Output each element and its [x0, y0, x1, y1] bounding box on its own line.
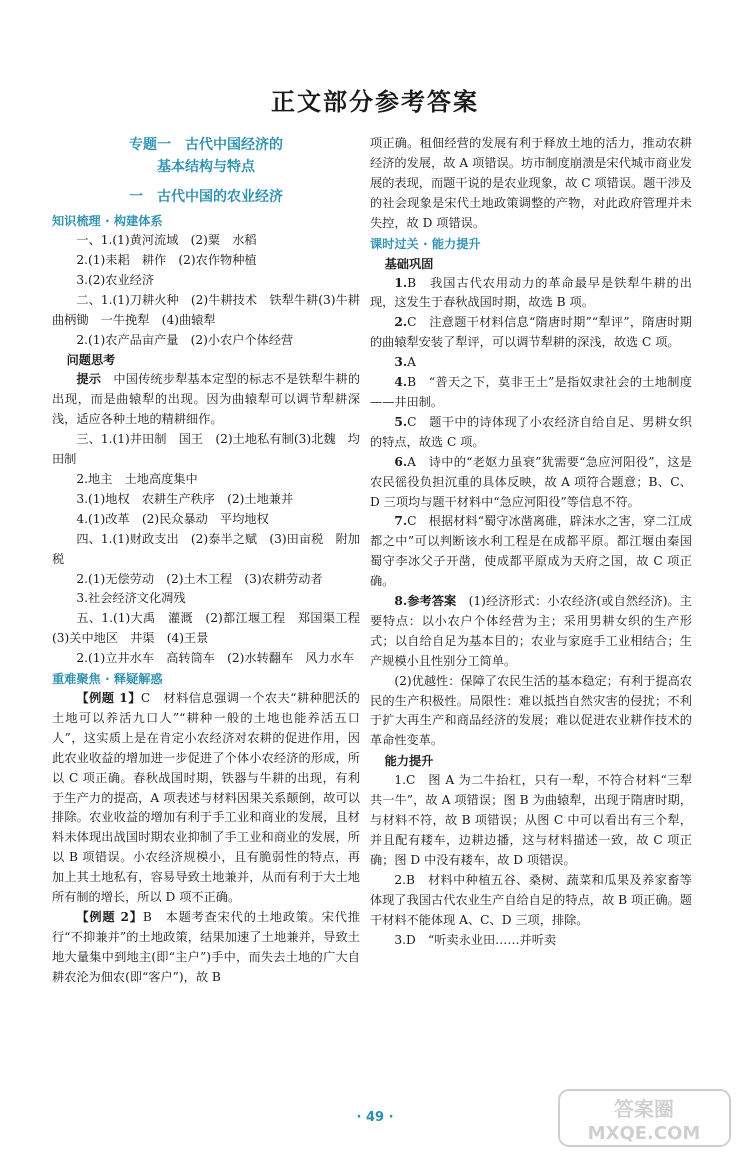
hint-text: 中国传统步犁基本定型的标志不是铁犁牛耕的出现，而是曲辕犁的出现。因为曲辕犁可以调节犁耕深浅，适应各种土地的精耕细作。 — [52, 372, 361, 427]
answer-line: 2.(1)耒耜 耕作 (2)农作物种植 — [76, 252, 257, 267]
answer-line: 五、1.(1)大禹 灌溉 (2)都江堰工程 郑国渠工程 (3)关中地区 井渠 (4)王景 — [52, 611, 373, 646]
example-1-text: C 材料信息强调一个农夫“耕种肥沃的土地可以养活九口人”“耕种一般的土地也能养活五口人”，这实质上是在肯定小农经济对农耕的促进作用，因此农业收益的增加进一步促进了个体小农经济的形成，所以 C 项正确。春秋战国时期，铁器与牛耕的出现，有利于生产力的提高，A 项表述与材料因果关系颠倒，故可以排除。农业收益的增加有利于手工业和商业的发展，且材料未体现出战国时期农业抑制了手工业和商业的发展，所以 B 项错误。小农经济规模小，且有脆弱性的特点，再加上其土地私有，容易导致土地兼并，从而有利于大土地所有制的增长，所以 D 项不正确。 — [52, 691, 360, 905]
item-number: 2. — [394, 315, 408, 330]
item-text: A — [407, 355, 416, 370]
heading-after-class: 课时过关 · 能力提升 — [370, 236, 481, 251]
left-column — [52, 134, 373, 988]
basic-answer — [370, 274, 692, 314]
answer-line: 2.(1)无偿劳动 (2)土木工程 (3)农耕劳动者 — [76, 571, 323, 586]
ability-answer: 1.C 图 A 为二牛抬杠，只有一犁，不符合材料“三犁共一牛”，故 A 项错误；图 B 为曲辕犁，出现于隋唐时期，与材料不符，故 B 项错误；从图 C 中可以看出有三个犁，并且配有耧车，边耕边播，这与材料描述一致，故 C 项正确；图 D 中没有耧车，故 D 项错误。 — [370, 773, 692, 867]
watermark-line1: 答案圈 — [614, 1097, 674, 1121]
heading-ability: 能力提升 — [384, 754, 434, 769]
item-text: C 根据材料“蜀守冰凿离碓，辟沫水之害，穿二江成都之中”可以判断该水利工程是在成都平原。都江堰由秦国蜀守李冰父子开凿，使成都平原成为天府之国，故 C 项正确。 — [370, 514, 692, 589]
question-8-part2: (2)优越性：保障了农民生活的基本稳定；有利于提高农民的生产积极性。局限性：难以抵挡自然灾害的侵扰；不利于扩大再生产和商品经济的发展；难以促进农业耕作技术的革命性变革。 — [370, 673, 692, 748]
hint-label: 提示 — [76, 372, 102, 387]
basic-answer — [370, 413, 692, 453]
answer-line: 3.社会经济文化凋残 — [76, 591, 186, 606]
basic-answer — [370, 373, 692, 413]
answer-line: 一、1.(1)黄河流域 (2)粟 水稻 — [76, 233, 257, 247]
basic-answer — [370, 353, 692, 373]
answer-line: 2.地主 土地高度集中 — [76, 471, 198, 486]
item-number: 3. — [394, 355, 408, 370]
item-number: 6. — [394, 454, 408, 469]
hint-paragraph — [52, 370, 360, 430]
item-text: B “普天之下，莫非王土”是指奴隶社会的土地制度——井田制。 — [370, 375, 692, 409]
topic-title-line2: 基本结构与特点 — [157, 159, 255, 175]
example-2-label: 【例题 2】 — [76, 910, 143, 924]
heading-question: 问题思考 — [66, 353, 116, 368]
answer-line: 四、1.(1)财政支出 (2)泰半之赋 (3)田亩税 附加税 — [52, 531, 360, 566]
section-title: 一 古代中国的农业经济 — [129, 189, 283, 205]
item-text: C 注意题干材料信息“隋唐时期”“犁评”，隋唐时期的曲辕犁安装了犁评，可以调节犁耕的深浅，故选 C 项。 — [370, 315, 692, 350]
basic-answer — [370, 453, 692, 513]
reference-answer-label: 参考答案 — [407, 594, 457, 609]
answer-line: 三、1.(1)井田制 国王 (2)土地私有制(3)北魏 均田制 — [52, 432, 360, 467]
ability-answer: 3.D “听卖永业田……并听卖 — [394, 932, 557, 947]
answer-line: 2.(1)立井水车 高转筒车 (2)水转翻车 风力水车 — [76, 651, 355, 666]
example-2 — [52, 908, 360, 988]
answer-line: 2.(1)农产品亩产量 (2)小农户个体经营 — [76, 332, 294, 347]
example-1-label: 【例题 1】 — [76, 691, 141, 706]
item-number: 4. — [394, 375, 408, 390]
question-8-part1: (1)经济形式：小农经济(或自然经济)。主要特点：以小农户个体经营为主；采用男耕女织的生产形式；以自给自足为基本目的；农业与家庭手工业相结合；生产规模小且性别分工简单。 — [370, 594, 692, 668]
example-2-text: B 本题考查宋代的土地政策。宋代推行“不抑兼并”的土地政策，结果加速了土地兼并，导致土地大量集中到地主(即“主户”)手中，而失去土地的广大自耕农沦为佃农(即“客户”)，故 B — [52, 910, 360, 984]
heading-focus: 重难聚焦 · 释疑解惑 — [52, 672, 163, 687]
page-number: · 49 · — [356, 1110, 394, 1125]
answer-line: 3.(1)地权 农耕生产秩序 (2)土地兼并 — [76, 491, 294, 506]
item-number: 1. — [394, 275, 408, 290]
heading-basic: 基础巩固 — [384, 256, 434, 271]
continued-text: 项正确。租佃经营的发展有利于释放土地的活力，推动农耕经济的发展，故 A 项错误。坊市制度崩溃是宋代城市商业发展的表现，而题干说的是农业现象，故 C 项错误。题干涉及的社会现象是宋代土地政策调整的产物，对此政府管理并未失控，故 D 项错误。 — [370, 136, 692, 230]
item-number: 8. — [394, 594, 408, 609]
item-number: 7. — [394, 514, 408, 529]
question-8-answer — [370, 592, 692, 672]
basic-answer — [370, 512, 692, 592]
answer-line: 二、1.(1)刀耕火种 (2)牛耕技术 铁犁牛耕(3)牛耕 曲柄锄 一牛挽犁 (4)曲辕犁 — [52, 292, 373, 327]
answer-line: 4.(1)改革 (2)民众暴动 平均地权 — [76, 511, 269, 526]
item-text: A 诗中的“老妪力虽衰”犹需要“急应河阳役”，这是农民徭役负担沉重的具体反映，故 A 项符合题意；B、C、D 三项均与题干材料中“急应河阳役”等信息不符。 — [370, 454, 692, 509]
basic-answer — [370, 313, 692, 353]
example-1 — [52, 689, 360, 908]
item-number: 5. — [394, 414, 408, 429]
answer-line: 3.(2)农业经济 — [76, 272, 155, 287]
heading-knowledge: 知识梳理 · 构建体系 — [52, 214, 163, 228]
ability-answer: 2.B 材料中种植五谷、桑树、蔬菜和瓜果及养家畜等体现了我国古代农业生产自给自足的特点，故 B 项正确。题干材料不能体现 A、C、D 三项，排除。 — [370, 872, 692, 927]
topic-title-line1: 专题一 古代中国经济的 — [129, 137, 283, 153]
item-text: B 我国古代农用动力的革命最早是铁犁牛耕的出现，这发生于春秋战国时期，故选 B 项。 — [370, 275, 692, 310]
item-text: C 题干中的诗体现了小农经济自给自足、男耕女织的特点，故选 C 项。 — [370, 414, 692, 449]
right-column — [370, 134, 692, 950]
page-title: 正文部分参考答案 — [271, 88, 479, 116]
watermark-line2: MXQE.COM — [587, 1123, 701, 1144]
